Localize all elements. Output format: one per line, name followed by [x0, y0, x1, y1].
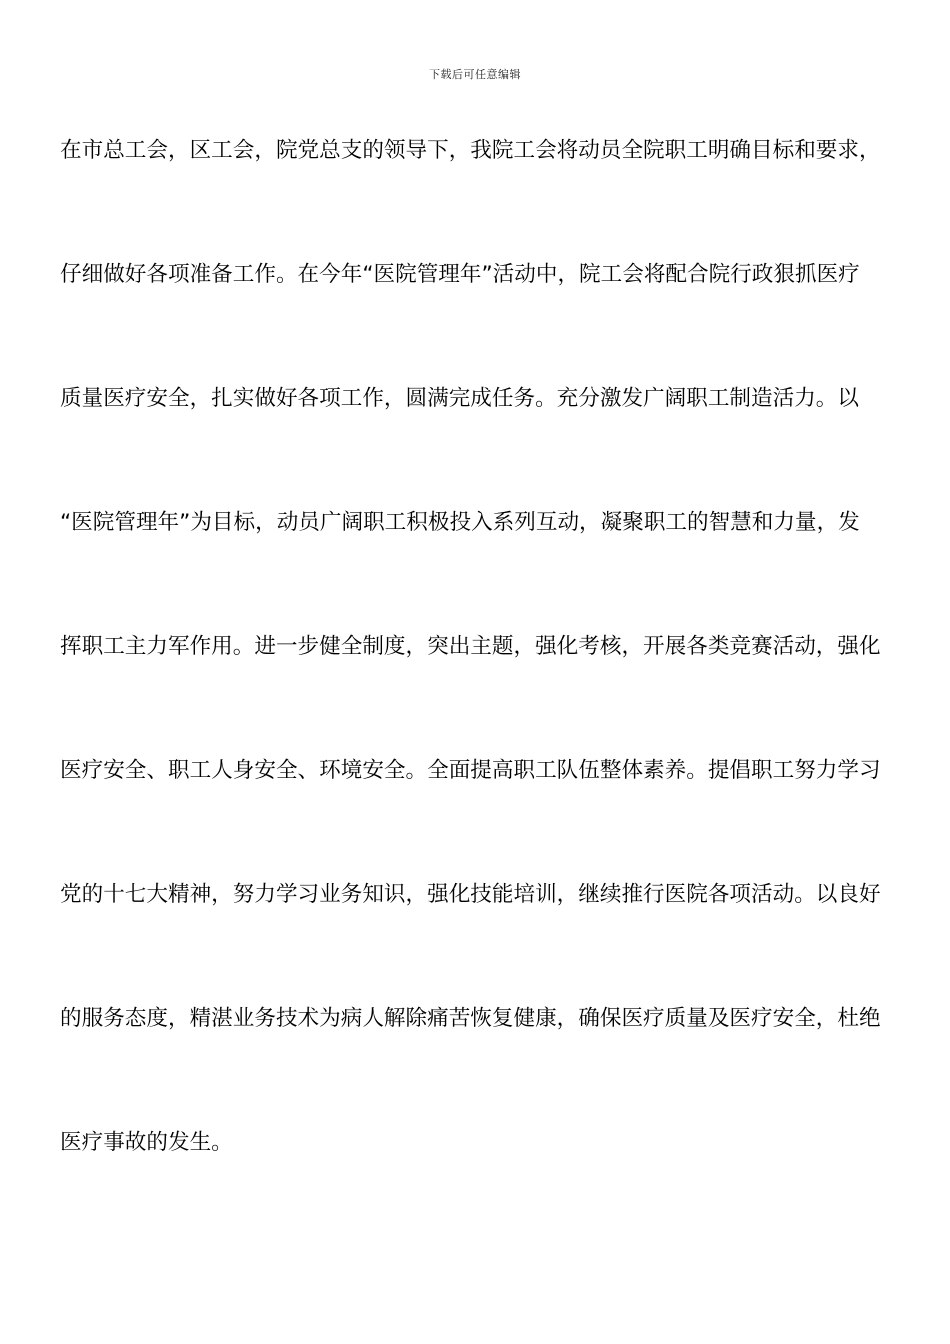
- paragraph-line-2: 仔细做好各项准备工作。在今年“医院管理年”活动中，院工会将配合院行政狠抓医疗: [60, 262, 860, 287]
- paragraph-line-5: 挥职工主力军作用。进一步健全制度，突出主题，强化考核，开展各类竞赛活动，强化: [60, 634, 881, 659]
- page-header-note: 下载后可任意编辑: [429, 68, 521, 81]
- paragraph-line-7: 党的十七大精神，努力学习业务知识，强化技能培训，继续推行医院各项活动。以良好: [60, 882, 881, 907]
- paragraph-line-3: 质量医疗安全，扎实做好各项工作，圆满完成任务。充分激发广阔职工制造活力。以: [60, 386, 859, 411]
- paragraph-line-1: 在市总工会，区工会，院党总支的领导下，我院工会将动员全院职工明确目标和要求，: [60, 138, 881, 163]
- paragraph-line-9: 医疗事故的发生。: [60, 1130, 233, 1155]
- paragraph-line-4: “医院管理年”为目标，动员广阔职工积极投入系列互动，凝聚职工的智慧和力量，发: [60, 510, 860, 535]
- paragraph-line-8: 的服务态度，精湛业务技术为病人解除痛苦恢复健康，确保医疗质量及医疗安全，杜绝: [60, 1006, 881, 1031]
- paragraph-line-6: 医疗安全、职工人身安全、环境安全。全面提高职工队伍整体素养。提倡职工努力学习: [60, 758, 881, 783]
